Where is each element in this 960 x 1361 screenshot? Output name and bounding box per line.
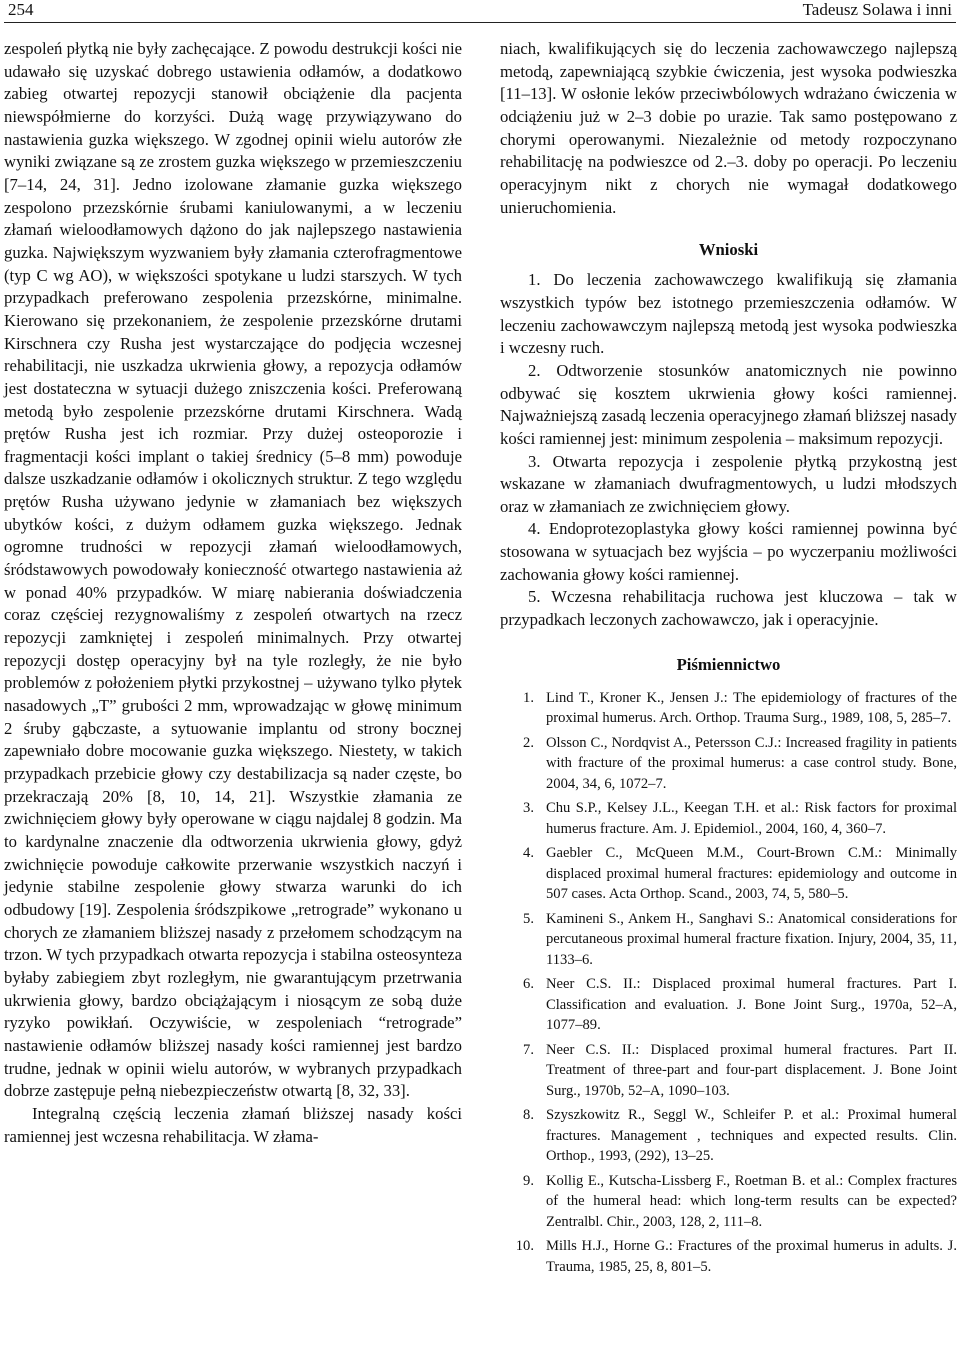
- reference-number: 8.: [523, 1107, 534, 1124]
- conclusions-heading: Wnioski: [698, 240, 759, 260]
- page-number: 254: [8, 0, 34, 19]
- running-head-authors: Tadeusz Solawa i inni: [802, 0, 952, 19]
- reference-text: Gaebler C., McQueen M.M., Court-Brown C.M.: Minimally displaced proximal humeral fractures: epidemiology and outcome in 507 cases. Acta Orthop. Scand., 2003, 74, 5, 580–5.: [546, 845, 957, 903]
- reference-text: Lind T., Kroner K., Jensen J.: The epidemiology of fractures of the proximal humerus. Arch. Orthop. Trauma Surg., 1989, 108, 5, 285–7.: [546, 689, 957, 727]
- reference-item: [500, 733, 957, 795]
- header-rule: [4, 22, 956, 23]
- reference-item: [500, 1236, 957, 1277]
- reference-text: Szyszkowitz R., Seggl W., Schleifer P. et al.: Proximal humeral fractures. Management , techniques and expected results. Clin. Orthop., 1993, (292), 13–25.: [546, 1107, 957, 1165]
- reference-item: [500, 909, 957, 971]
- body-paragraph-continued: niach, kwalifikujących się do leczenia zachowawczego najlepszą metodą, zapewniającą szybkie ćwiczenia, jest wysoka podwieszka [11–13]. W osłonie leków przeciwbólowych wdrażano ćwiczenia w odciążeniu już w 2–3 dobie po urazie. Tak samo postępowano z chorymi operowanymi. Niezależnie od metody rozpoczynano rehabilitację na podwieszce od 2.–3. doby po operacji. Po leczeniu operacyjnym nikt z chorych nie wymagał dodatkowego unieruchomienia.: [500, 39, 957, 217]
- body-paragraph: zespoleń płytką nie były zachęcające. Z powodu destrukcji kości nie udawało się uzyskać dobrego ustawienia odłamów, a dodatkowo zabieg otwartej repozycji stanowił obciążenie dla pacjenta niewspółmierne do korzyści. Dużą wagę przywiązywano do nastawienia guzka większego. W zgodnej opinii wielu autorów złe wyniki związane są ze zrostem guzka większego w przemieszczeniu [7–14, 24, 31]. Jedno izolowane złamanie guzka większego zespolono przezskórnie śrubami kaniulowanymi, a w leczeniu złamań wieloodłamowych dążono do jak najlepszego nastawienia guzka. Największym wyzwaniem były złamania czterofragmentowe (typ C wg AO), w większości spotykane u ludzi starszych. W tych przypadkach preferowano zespolenia przezskórne, minimalne. Kierowano się przekonaniem, że zespolenie przezskórne drutami Kirschnera czy Rusha jest wystarczające do podjęcia wczesnej rehabilitacji, nie uszkadza ukrwienia głowy, a repozycja odłamów jest dostateczna w sytuacji dużego zniszczenia kości. Preferowaną metodą było zespolenie przezskórne drutami Kirschnera. Wadą prętów Rusha jest ich rozmiar. Przy dużej osteoporozie i fragmentacji kości implant o takiej średnicy (5–8 mm) powoduje dalsze uszkadzanie odłamów i okolicznych struktur. Z tego względu prętów Rusha używano jedynie w złamaniach bez większych ubytków kości, z dużym odłamem guzka większego. Jednak ogromne trudności w repozycji złamań wieloodłamowych, śródstawowych powodowały konieczność otwartego nastawienia aż w ponad 40% przypadków. W miarę nabierania doświadczenia coraz częściej rezygnowaliśmy z zespoleń otwartych na rzecz repozycji zamkniętej i zespoleń minimalnych. Przy otwartej repozycji dostęp operacyjny był na tyle rozległy, że nie było problemów z położeniem płytki przykostnej – używano tylko płytek nasadowych „T” grubości 2 mm, wprowadzając w głowę minimum 2 śruby gąbczaste, a sytuowanie implantu od strony bocznej zapewniało dobre mocowanie guzka większego. Niestety, w takich przypadkach przebicie głowy czy destabilizacja są nader częste, bo przekraczają 20% [8, 10, 14, 21]. Wszystkie złamania ze zwichnięciem głowy były operowane w ciągu najdalej 8 godzin. Ma to kardynalne znaczenie dla odtworzenia ukrwienia głowy, gdyż zwichnięcie powoduje całkowite przerwanie wszystkich naczyń i jedynie stabilne zespolenie głowy stwarza warunki do ich odbudowy [19]. Zespolenia śródszpikowe „retrograde” wykonano u chorych ze złamaniem bliższej nasady z przełomem schodzącym na trzon. W tych przypadkach otwarta repozycja i stabilna osteosynteza byłaby zabiegiem zbyt rozległym, nie gwarantującym przetrwania ukrwienia głowy, bardzo obciążającym i niosącym ze sobą duże ryzyko powikłań. Oczywiście, w zespoleniach “retrograde” nastawienie odłamów bliższej nasady kości ramiennej jest bardzo trudne, jednak w opinii wielu autorów, w wybranych przypadkach dobrze zastępuje pełną niebezpieczeństw otwartą [8, 32, 33].: [4, 39, 462, 1101]
- reference-item: [500, 1040, 957, 1102]
- right-column: [500, 38, 957, 1361]
- reference-text: Neer C.S. II.: Displaced proximal humeral fractures. Part I. Classification and evaluation. J. Bone Joint Surg., 1970a, 52–A, 1077–89.: [546, 976, 957, 1034]
- reference-number: 10.: [515, 1238, 534, 1255]
- reference-item: [500, 1105, 957, 1167]
- reference-text: Olsson C., Nordqvist A., Petersson C.J.: Increased fragility in patients with fracture of the proximal humerus: a case control study. Bone, 2004, 34, 6, 1072–7.: [546, 734, 957, 792]
- reference-item: [500, 974, 957, 1036]
- reference-text: Mills H.J., Horne G.: Fractures of the proximal humerus in adults. J. Trauma, 1985, 25, 8, 801–5.: [546, 1238, 957, 1275]
- reference-item: [500, 843, 957, 905]
- conclusion-item: 3. Otwarta repozycja i zespolenie płytką przykostną jest wskazane w złamaniach dwufragmentowych, u ludzi młodszych oraz w złamaniach ze zwichnięciem głowy.: [500, 451, 957, 516]
- reference-number: 2.: [523, 734, 534, 751]
- page-header: [8, 0, 952, 22]
- reference-number: 7.: [523, 1041, 534, 1058]
- left-column: [4, 38, 462, 1361]
- reference-item: [500, 798, 957, 839]
- conclusion-item: 4. Endoprotezoplastyka głowy kości ramiennej powinna być stosowana w sytuacjach bez wyjścia – po wyczerpaniu możliwości zachowania głowy kości ramiennej.: [500, 519, 957, 584]
- reference-number: 5.: [523, 910, 534, 927]
- reference-text: Neer C.S. II.: Displaced proximal humeral fractures. Part II. Treatment of three-part and four-part displacement. J. Bone Joint Surg., 1970b, 52–A, 1090–103.: [546, 1041, 957, 1099]
- reference-item: [500, 688, 957, 729]
- conclusion-item: 1. Do leczenia zachowawczego kwalifikują się złamania wszystkich typów bez istotnego przemieszczenia odłamów. W leczeniu zachowawczym najlepszą metodą jest wysoka podwieszka i wczesny ruch.: [500, 270, 957, 358]
- reference-item: [500, 1171, 957, 1233]
- conclusion-item: 5. Wczesna rehabilitacja ruchowa jest kluczowa – tak w przypadkach leczonych zachowawczo, jak i operacyjnie.: [500, 587, 957, 630]
- reference-number: 1.: [523, 689, 534, 706]
- reference-number: 6.: [523, 976, 534, 993]
- reference-text: Kollig E., Kutscha-Lissberg F., Roetman B. et al.: Complex fractures of the humeral head: which long-term results can be expected? Zentralbl. Chir., 2003, 128, 2, 111–8.: [546, 1172, 957, 1230]
- conclusion-item: 2. Odtworzenie stosunków anatomicznych nie powinno odbywać się kosztem ukrwienia głowy kości ramiennej. Najważniejszą zasadą leczenia operacyjnego złamań bliższej nasady kości ramiennej jest: minimum zespolenia – maksimum repozycji.: [500, 360, 957, 448]
- reference-list: [500, 688, 957, 1278]
- references-heading: Piśmiennictwo: [676, 654, 781, 674]
- reference-text: Kamineni S., Ankem H., Sanghavi S.: Anatomical considerations for percutaneous proximal humeral fracture fixation. Injury, 2004, 35, 11, 1133–6.: [546, 910, 957, 968]
- reference-text: Chu S.P., Kelsey J.L., Keegan T.H. et al.: Risk factors for proximal humerus fracture. Am. J. Epidemiol., 2004, 160, 4, 360–7.: [546, 800, 957, 837]
- reference-number: 9.: [523, 1172, 534, 1189]
- body-paragraph: Integralną częścią leczenia złamań bliższej nasady kości ramiennej jest wczesna rehabilitacja. W złama-: [4, 1103, 462, 1146]
- reference-number: 3.: [523, 800, 534, 817]
- reference-number: 4.: [523, 845, 534, 862]
